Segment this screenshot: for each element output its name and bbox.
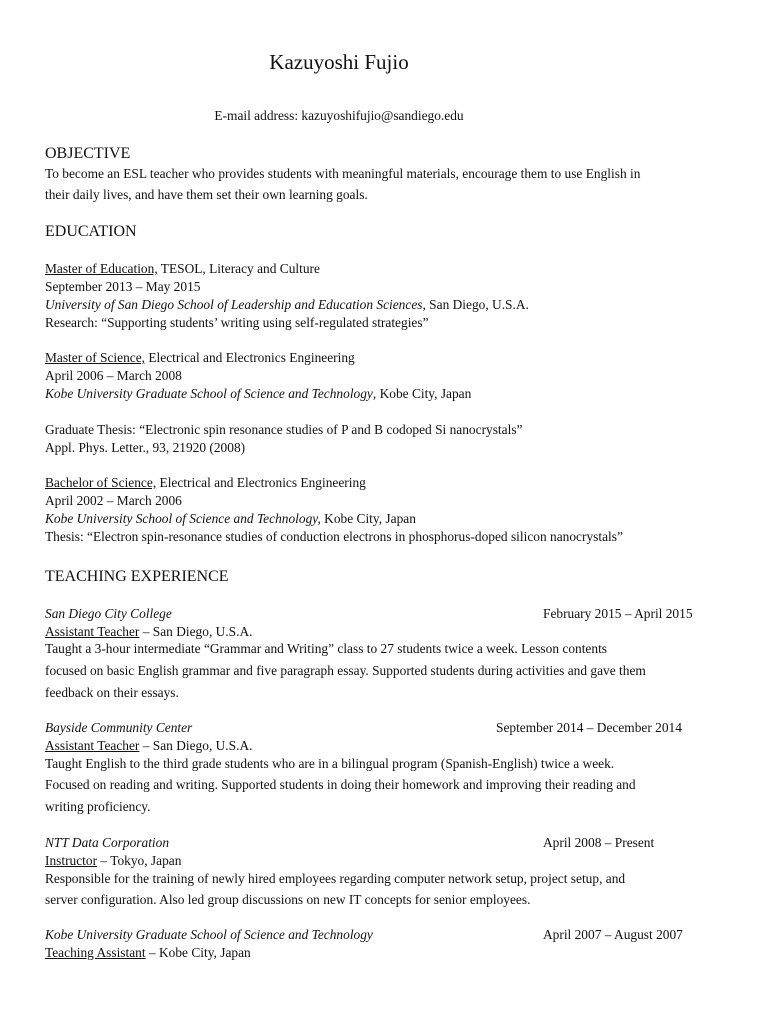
degree-line xyxy=(45,260,320,278)
job-location: – San Diego, U.S.A. xyxy=(139,738,253,753)
school-location: San Diego, U.S.A. xyxy=(425,297,529,312)
job-dates: April 2007 – August 2007 xyxy=(543,927,683,942)
job-dates: April 2008 – Present xyxy=(543,835,655,850)
job-role: Assistant Teacher xyxy=(45,738,140,753)
job-dates: September 2014 – December 2014 xyxy=(496,720,682,735)
job-organization: Bayside Community Center xyxy=(45,720,193,735)
publication-line: Appl. Phys. Letter., 93, 21920 (2008) xyxy=(45,440,246,455)
objective-text: To become an ESL teacher who provides students with meaningful materials, encourage them to use English in xyxy=(45,166,641,181)
degree-title: Master of Education, xyxy=(45,261,158,276)
thesis-line: Thesis: “Electron spin-resonance studies of conduction electrons in phosphorus-doped silicon nanocrystals” xyxy=(45,529,623,544)
job-description: Responsible for the training of newly hired employees regarding computer network setup, project setup, and xyxy=(45,871,626,886)
job-role: Instructor xyxy=(45,853,98,868)
job-location: – San Diego, U.S.A. xyxy=(139,624,253,639)
research-line: Research: “Supporting students’ writing using self-regulated strategies” xyxy=(45,315,429,330)
degree-dates: September 2013 – May 2015 xyxy=(45,279,201,294)
email-address: E-mail address: kazuyoshifujio@sandiego.edu xyxy=(214,108,464,123)
job-location: – Tokyo, Japan xyxy=(97,853,182,868)
school-name: University of San Diego School of Leadership and Education Sciences, xyxy=(45,297,426,312)
degree-title: Bachelor of Science, xyxy=(45,475,157,490)
job-description: Focused on reading and writing. Supported students in doing their homework and improving their reading and xyxy=(45,777,636,792)
degree-line xyxy=(45,474,366,492)
degree-field: TESOL, Literacy and Culture xyxy=(157,261,320,276)
section-title-objective: OBJECTIVE xyxy=(45,145,131,162)
degree-title: Master of Science, xyxy=(45,350,146,365)
school-location: , Kobe City, Japan xyxy=(372,386,472,401)
job-organization: San Diego City College xyxy=(45,606,172,621)
degree-dates: April 2006 – March 2008 xyxy=(45,368,182,383)
objective-text: their daily lives, and have them set their own learning goals. xyxy=(45,187,368,202)
degree-field: Electrical and Electronics Engineering xyxy=(145,350,355,365)
school-location: Kobe City, Japan xyxy=(320,511,416,526)
thesis-line: Graduate Thesis: “Electronic spin resonance studies of P and B codoped Si nanocrystals” xyxy=(45,422,523,437)
school-line xyxy=(45,510,416,528)
job-organization: Kobe University Graduate School of Science and Technology xyxy=(45,927,373,942)
job-description: focused on basic English grammar and five paragraph essay. Supported students during activities and gave them xyxy=(45,663,646,678)
job-role: Assistant Teacher xyxy=(45,624,140,639)
section-title-education: EDUCATION xyxy=(45,223,137,240)
job-dates: February 2015 – April 2015 xyxy=(543,606,693,621)
degree-field: Electrical and Electronics Engineering xyxy=(156,475,366,490)
school-name: Kobe University School of Science and Technology, xyxy=(45,511,321,526)
degree-line xyxy=(45,349,355,367)
job-role-line xyxy=(45,944,251,962)
school-name: Kobe University Graduate School of Science and Technology xyxy=(45,386,373,401)
job-role-line xyxy=(45,852,181,870)
job-description: writing proficiency. xyxy=(45,799,151,814)
job-location: – Kobe City, Japan xyxy=(145,945,251,960)
resume-name: Kazuyoshi Fujio xyxy=(269,50,409,74)
job-role: Teaching Assistant xyxy=(45,945,146,960)
job-description: server configuration. Also led group discussions on new IT concepts for senior employees. xyxy=(45,892,531,907)
job-role-line xyxy=(45,737,252,755)
school-line xyxy=(45,296,529,314)
section-title-teaching: TEACHING EXPERIENCE xyxy=(45,568,229,585)
school-line xyxy=(45,385,471,403)
degree-dates: April 2002 – March 2006 xyxy=(45,493,182,508)
job-role-line xyxy=(45,623,252,641)
job-description: Taught a 3-hour intermediate “Grammar and Writing” class to 27 students twice a week. Lesson contents xyxy=(45,641,608,656)
resume-body xyxy=(45,0,725,1024)
job-organization: NTT Data Corporation xyxy=(45,835,170,850)
job-description: feedback on their essays. xyxy=(45,685,179,700)
job-description: Taught English to the third grade students who are in a bilingual program (Spanish-English) twice a week. xyxy=(45,756,615,771)
